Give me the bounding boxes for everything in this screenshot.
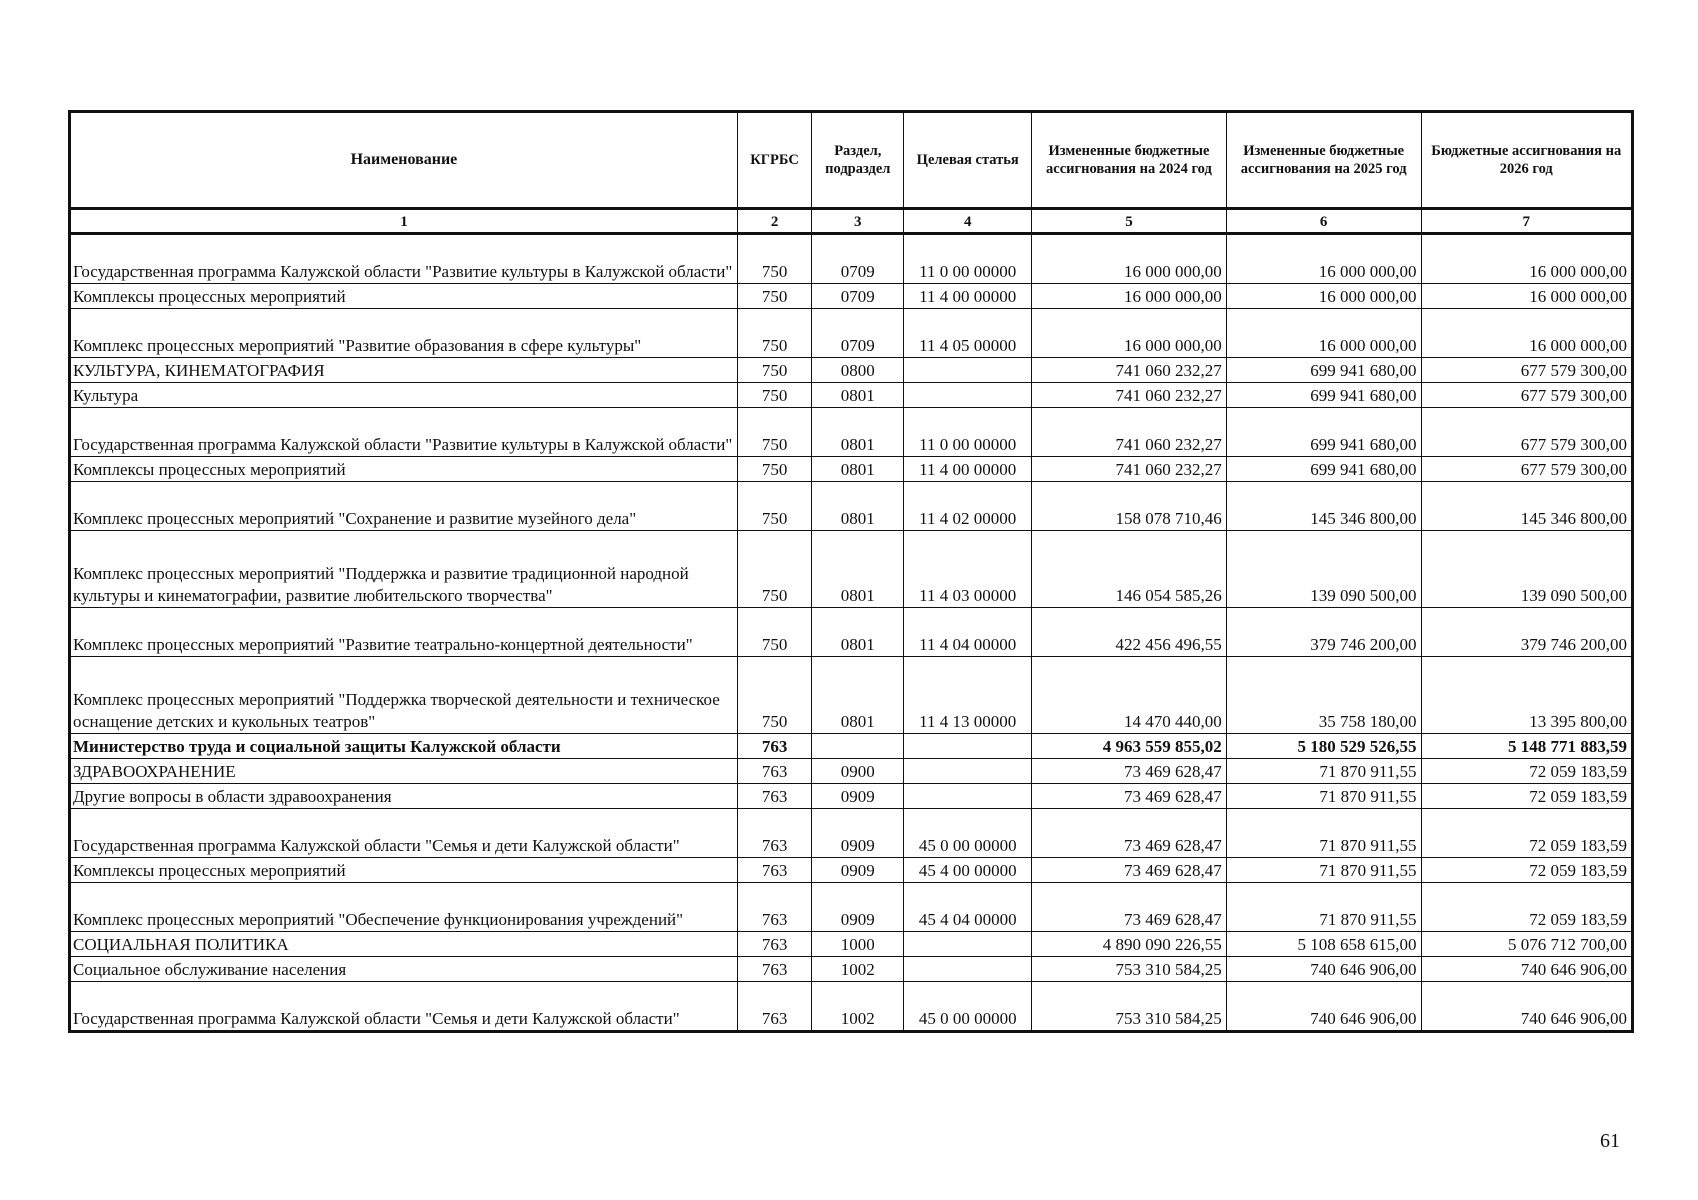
row-amount-2026: 72 059 183,59	[1421, 858, 1632, 883]
row-kgrbs: 763	[737, 734, 811, 759]
row-target: 11 4 00 00000	[904, 284, 1032, 309]
row-target	[904, 784, 1032, 809]
row-target: 11 4 04 00000	[904, 608, 1032, 657]
row-target: 11 0 00 00000	[904, 234, 1032, 284]
table-row	[70, 858, 1633, 883]
row-amount-2024: 753 310 584,25	[1032, 957, 1227, 982]
row-amount-2026: 72 059 183,59	[1421, 883, 1632, 932]
row-section: 1002	[812, 957, 904, 982]
row-section: 1002	[812, 982, 904, 1032]
row-amount-2025: 139 090 500,00	[1226, 531, 1421, 608]
row-target: 11 0 00 00000	[904, 408, 1032, 457]
page-number: 61	[1600, 1130, 1620, 1152]
table-row	[70, 982, 1633, 1032]
row-kgrbs: 750	[737, 383, 811, 408]
table-row	[70, 234, 1633, 284]
row-amount-2025: 16 000 000,00	[1226, 309, 1421, 358]
row-section: 0909	[812, 883, 904, 932]
header-2024: Измененные бюджетные ассигнования на 2024 год	[1032, 112, 1227, 209]
row-amount-2025: 71 870 911,55	[1226, 858, 1421, 883]
row-target: 11 4 02 00000	[904, 482, 1032, 531]
row-target: 45 4 00 00000	[904, 858, 1032, 883]
row-section: 0801	[812, 482, 904, 531]
row-target	[904, 759, 1032, 784]
table-header-row	[70, 112, 1633, 209]
row-target	[904, 734, 1032, 759]
row-amount-2024: 158 078 710,46	[1032, 482, 1227, 531]
table-row	[70, 957, 1633, 982]
row-target	[904, 383, 1032, 408]
row-kgrbs: 750	[737, 234, 811, 284]
row-name: Комплекс процессных мероприятий "Поддержка и развитие традиционной народной культуры и кинематографии, развитие любительского творчества"	[70, 531, 738, 608]
row-amount-2025: 71 870 911,55	[1226, 759, 1421, 784]
row-name: Комплексы процессных мероприятий	[70, 284, 738, 309]
row-name: Другие вопросы в области здравоохранения	[70, 784, 738, 809]
row-name: Комплекс процессных мероприятий "Поддержка творческой деятельности и техническое оснащение детских и кукольных театров"	[70, 657, 738, 734]
row-amount-2025: 5 180 529 526,55	[1226, 734, 1421, 759]
column-number: 1	[70, 209, 738, 234]
table-row	[70, 734, 1633, 759]
row-name: КУЛЬТУРА, КИНЕМАТОГРАФИЯ	[70, 358, 738, 383]
column-number: 4	[904, 209, 1032, 234]
row-target	[904, 957, 1032, 982]
row-amount-2026: 5 076 712 700,00	[1421, 932, 1632, 957]
row-amount-2025: 5 108 658 615,00	[1226, 932, 1421, 957]
row-target: 11 4 03 00000	[904, 531, 1032, 608]
row-kgrbs: 763	[737, 982, 811, 1032]
row-amount-2026: 72 059 183,59	[1421, 809, 1632, 858]
row-amount-2025: 71 870 911,55	[1226, 883, 1421, 932]
row-amount-2025: 699 941 680,00	[1226, 457, 1421, 482]
row-amount-2024: 73 469 628,47	[1032, 809, 1227, 858]
row-name: Комплекс процессных мероприятий "Развитие театрально-концертной деятельности"	[70, 608, 738, 657]
row-section: 0801	[812, 408, 904, 457]
row-name: Государственная программа Калужской области "Семья и дети Калужской области"	[70, 982, 738, 1032]
table-row	[70, 482, 1633, 531]
row-section: 0801	[812, 608, 904, 657]
table-row	[70, 883, 1633, 932]
row-kgrbs: 750	[737, 358, 811, 383]
row-amount-2026: 740 646 906,00	[1421, 957, 1632, 982]
table-row	[70, 284, 1633, 309]
row-section: 0709	[812, 234, 904, 284]
row-amount-2024: 741 060 232,27	[1032, 408, 1227, 457]
row-amount-2024: 741 060 232,27	[1032, 383, 1227, 408]
table-row	[70, 784, 1633, 809]
row-amount-2026: 740 646 906,00	[1421, 982, 1632, 1032]
row-kgrbs: 763	[737, 759, 811, 784]
row-name: Социальное обслуживание населения	[70, 957, 738, 982]
row-amount-2024: 16 000 000,00	[1032, 284, 1227, 309]
header-target: Целевая статья	[904, 112, 1032, 209]
column-number: 6	[1226, 209, 1421, 234]
row-amount-2024: 4 890 090 226,55	[1032, 932, 1227, 957]
row-amount-2024: 73 469 628,47	[1032, 883, 1227, 932]
row-section: 0800	[812, 358, 904, 383]
table-row	[70, 383, 1633, 408]
row-name: Государственная программа Калужской области "Развитие культуры в Калужской области"	[70, 408, 738, 457]
row-kgrbs: 750	[737, 482, 811, 531]
row-amount-2026: 13 395 800,00	[1421, 657, 1632, 734]
row-name: Комплекс процессных мероприятий "Развитие образования в сфере культуры"	[70, 309, 738, 358]
row-kgrbs: 750	[737, 531, 811, 608]
row-section: 0801	[812, 383, 904, 408]
row-target	[904, 358, 1032, 383]
row-name: Комплексы процессных мероприятий	[70, 858, 738, 883]
row-section: 0801	[812, 531, 904, 608]
row-amount-2025: 740 646 906,00	[1226, 957, 1421, 982]
table-row	[70, 759, 1633, 784]
column-number: 3	[812, 209, 904, 234]
row-kgrbs: 750	[737, 657, 811, 734]
row-amount-2024: 753 310 584,25	[1032, 982, 1227, 1032]
row-amount-2026: 677 579 300,00	[1421, 358, 1632, 383]
row-target: 45 4 04 00000	[904, 883, 1032, 932]
row-amount-2025: 16 000 000,00	[1226, 234, 1421, 284]
table-row	[70, 309, 1633, 358]
row-amount-2026: 16 000 000,00	[1421, 309, 1632, 358]
row-amount-2024: 16 000 000,00	[1032, 309, 1227, 358]
row-name: Комплекс процессных мероприятий "Сохранение и развитие музейного дела"	[70, 482, 738, 531]
row-name: Комплексы процессных мероприятий	[70, 457, 738, 482]
row-kgrbs: 750	[737, 408, 811, 457]
row-name: Государственная программа Калужской области "Развитие культуры в Калужской области"	[70, 234, 738, 284]
table-row	[70, 657, 1633, 734]
column-number: 2	[737, 209, 811, 234]
header-name: Наименование	[70, 112, 738, 209]
row-section: 0909	[812, 784, 904, 809]
table-row	[70, 408, 1633, 457]
row-amount-2024: 4 963 559 855,02	[1032, 734, 1227, 759]
row-name: СОЦИАЛЬНАЯ ПОЛИТИКА	[70, 932, 738, 957]
row-amount-2026: 16 000 000,00	[1421, 234, 1632, 284]
column-number: 7	[1421, 209, 1632, 234]
row-kgrbs: 763	[737, 809, 811, 858]
row-target: 11 4 05 00000	[904, 309, 1032, 358]
row-kgrbs: 750	[737, 309, 811, 358]
row-amount-2024: 741 060 232,27	[1032, 358, 1227, 383]
row-amount-2024: 73 469 628,47	[1032, 858, 1227, 883]
row-amount-2025: 379 746 200,00	[1226, 608, 1421, 657]
row-amount-2025: 145 346 800,00	[1226, 482, 1421, 531]
row-amount-2024: 73 469 628,47	[1032, 759, 1227, 784]
row-section: 0900	[812, 759, 904, 784]
row-section	[812, 734, 904, 759]
row-amount-2026: 145 346 800,00	[1421, 482, 1632, 531]
row-target: 45 0 00 00000	[904, 982, 1032, 1032]
row-amount-2025: 740 646 906,00	[1226, 982, 1421, 1032]
table-row	[70, 457, 1633, 482]
row-target	[904, 932, 1032, 957]
row-section: 0709	[812, 309, 904, 358]
row-section: 0909	[812, 858, 904, 883]
row-target: 11 4 00 00000	[904, 457, 1032, 482]
row-amount-2026: 677 579 300,00	[1421, 408, 1632, 457]
table-row	[70, 932, 1633, 957]
row-name: Культура	[70, 383, 738, 408]
row-kgrbs: 750	[737, 457, 811, 482]
row-kgrbs: 763	[737, 784, 811, 809]
row-amount-2024: 16 000 000,00	[1032, 234, 1227, 284]
row-amount-2026: 677 579 300,00	[1421, 457, 1632, 482]
header-2025: Измененные бюджетные ассигнования на 2025 год	[1226, 112, 1421, 209]
row-amount-2026: 72 059 183,59	[1421, 759, 1632, 784]
table-row	[70, 608, 1633, 657]
row-section: 0801	[812, 657, 904, 734]
row-amount-2026: 16 000 000,00	[1421, 284, 1632, 309]
row-kgrbs: 750	[737, 608, 811, 657]
row-kgrbs: 763	[737, 858, 811, 883]
budget-table	[68, 110, 1634, 1033]
column-number-row	[70, 209, 1633, 234]
row-target: 11 4 13 00000	[904, 657, 1032, 734]
header-kgrbs: КГРБС	[737, 112, 811, 209]
row-name: Государственная программа Калужской области "Семья и дети Калужской области"	[70, 809, 738, 858]
row-amount-2025: 699 941 680,00	[1226, 358, 1421, 383]
row-amount-2024: 14 470 440,00	[1032, 657, 1227, 734]
row-section: 0801	[812, 457, 904, 482]
column-number: 5	[1032, 209, 1227, 234]
row-amount-2025: 699 941 680,00	[1226, 383, 1421, 408]
row-kgrbs: 763	[737, 932, 811, 957]
row-kgrbs: 763	[737, 957, 811, 982]
header-2026: Бюджетные ассигнования на 2026 год	[1421, 112, 1632, 209]
row-amount-2025: 71 870 911,55	[1226, 784, 1421, 809]
header-section: Раздел, подраздел	[812, 112, 904, 209]
row-amount-2026: 5 148 771 883,59	[1421, 734, 1632, 759]
row-amount-2024: 146 054 585,26	[1032, 531, 1227, 608]
row-amount-2024: 73 469 628,47	[1032, 784, 1227, 809]
row-section: 0909	[812, 809, 904, 858]
row-section: 0709	[812, 284, 904, 309]
row-name: Министерство труда и социальной защиты Калужской области	[70, 734, 738, 759]
row-amount-2025: 16 000 000,00	[1226, 284, 1421, 309]
row-amount-2024: 741 060 232,27	[1032, 457, 1227, 482]
table-row	[70, 531, 1633, 608]
row-kgrbs: 763	[737, 883, 811, 932]
row-amount-2026: 139 090 500,00	[1421, 531, 1632, 608]
row-name: ЗДРАВООХРАНЕНИЕ	[70, 759, 738, 784]
row-amount-2026: 379 746 200,00	[1421, 608, 1632, 657]
row-amount-2025: 699 941 680,00	[1226, 408, 1421, 457]
row-amount-2026: 72 059 183,59	[1421, 784, 1632, 809]
table-row	[70, 358, 1633, 383]
budget-document	[68, 110, 1634, 1033]
row-amount-2025: 35 758 180,00	[1226, 657, 1421, 734]
row-amount-2024: 422 456 496,55	[1032, 608, 1227, 657]
row-kgrbs: 750	[737, 284, 811, 309]
row-amount-2026: 677 579 300,00	[1421, 383, 1632, 408]
row-target: 45 0 00 00000	[904, 809, 1032, 858]
row-section: 1000	[812, 932, 904, 957]
table-row	[70, 809, 1633, 858]
row-name: Комплекс процессных мероприятий "Обеспечение функционирования учреждений"	[70, 883, 738, 932]
row-amount-2025: 71 870 911,55	[1226, 809, 1421, 858]
